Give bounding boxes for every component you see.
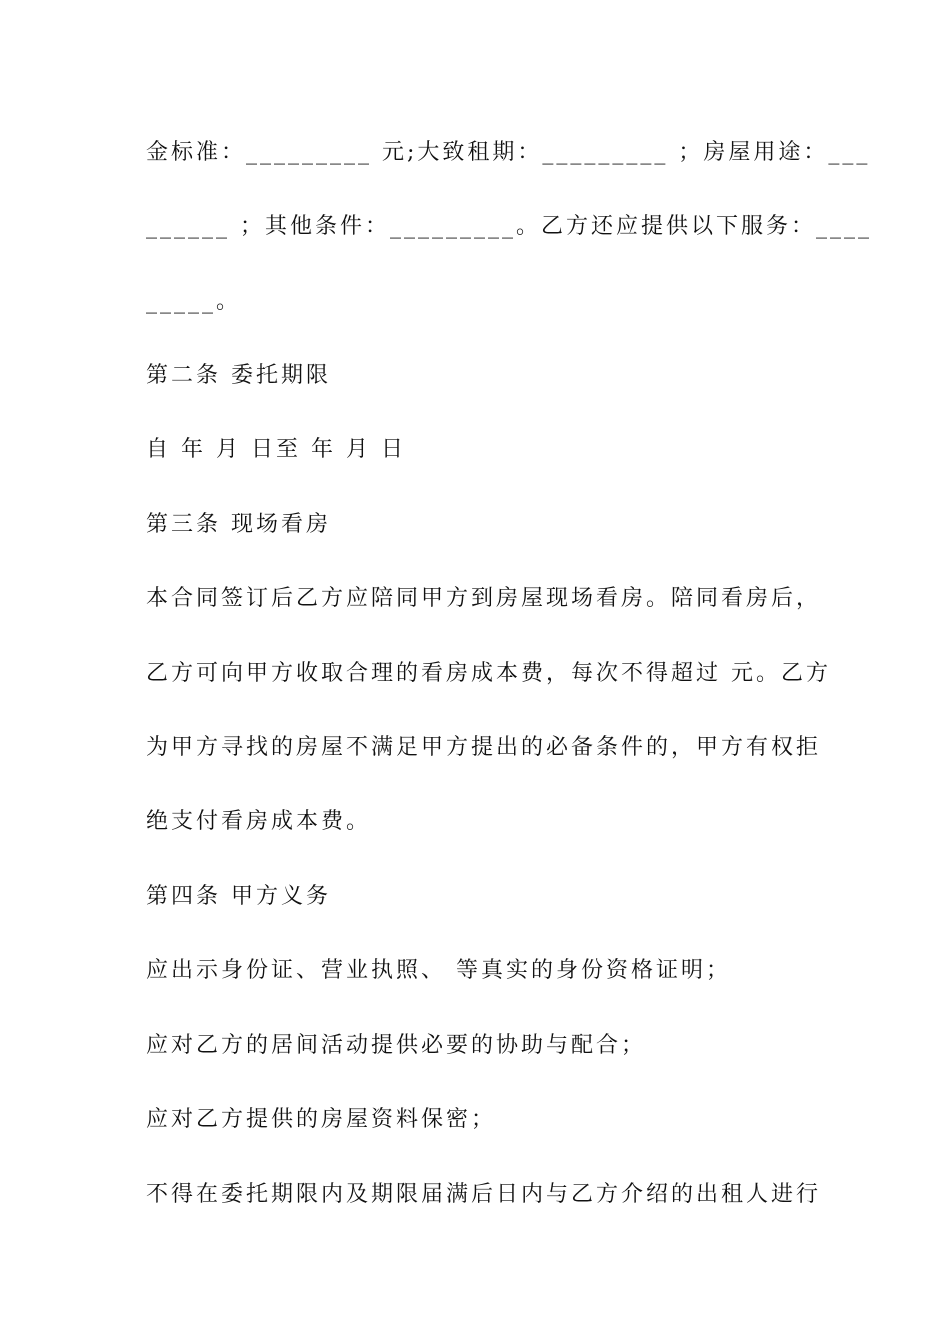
section-heading-2: 第二条 委托期限	[146, 363, 331, 388]
section-heading-3: 第三条 现场看房	[146, 512, 331, 537]
text-line-13: 应对乙方的居间活动提供必要的协助与配合；	[146, 1033, 647, 1058]
text-line-15: 不得在委托期限内及期限届满后日内与乙方介绍的出租人进行	[146, 1182, 822, 1207]
text-line-9: 为甲方寻找的房屋不满足甲方提出的必备条件的，甲方有权拒	[146, 735, 822, 760]
text-line-1: 金标准：_________ 元;大致租期：_________ ；房屋用途：___	[146, 140, 871, 165]
text-line-8: 乙方可向甲方收取合理的看房成本费，每次不得超过 元。乙方	[146, 661, 831, 686]
text-line-2: ______ ；其他条件：_________。乙方还应提供以下服务：____	[146, 214, 872, 239]
text-line-5: 自 年 月 日至 年 月 日	[146, 437, 406, 462]
section-heading-4: 第四条 甲方义务	[146, 884, 331, 909]
text-line-14: 应对乙方提供的房屋资料保密；	[146, 1107, 497, 1132]
text-line-3: _____。	[146, 289, 242, 314]
text-line-12: 应出示身份证、营业执照、 等真实的身份资格证明；	[146, 958, 731, 983]
text-line-10: 绝支付看房成本费。	[146, 809, 372, 834]
text-line-7: 本合同签订后乙方应陪同甲方到房屋现场看房。陪同看房后，	[146, 586, 822, 611]
